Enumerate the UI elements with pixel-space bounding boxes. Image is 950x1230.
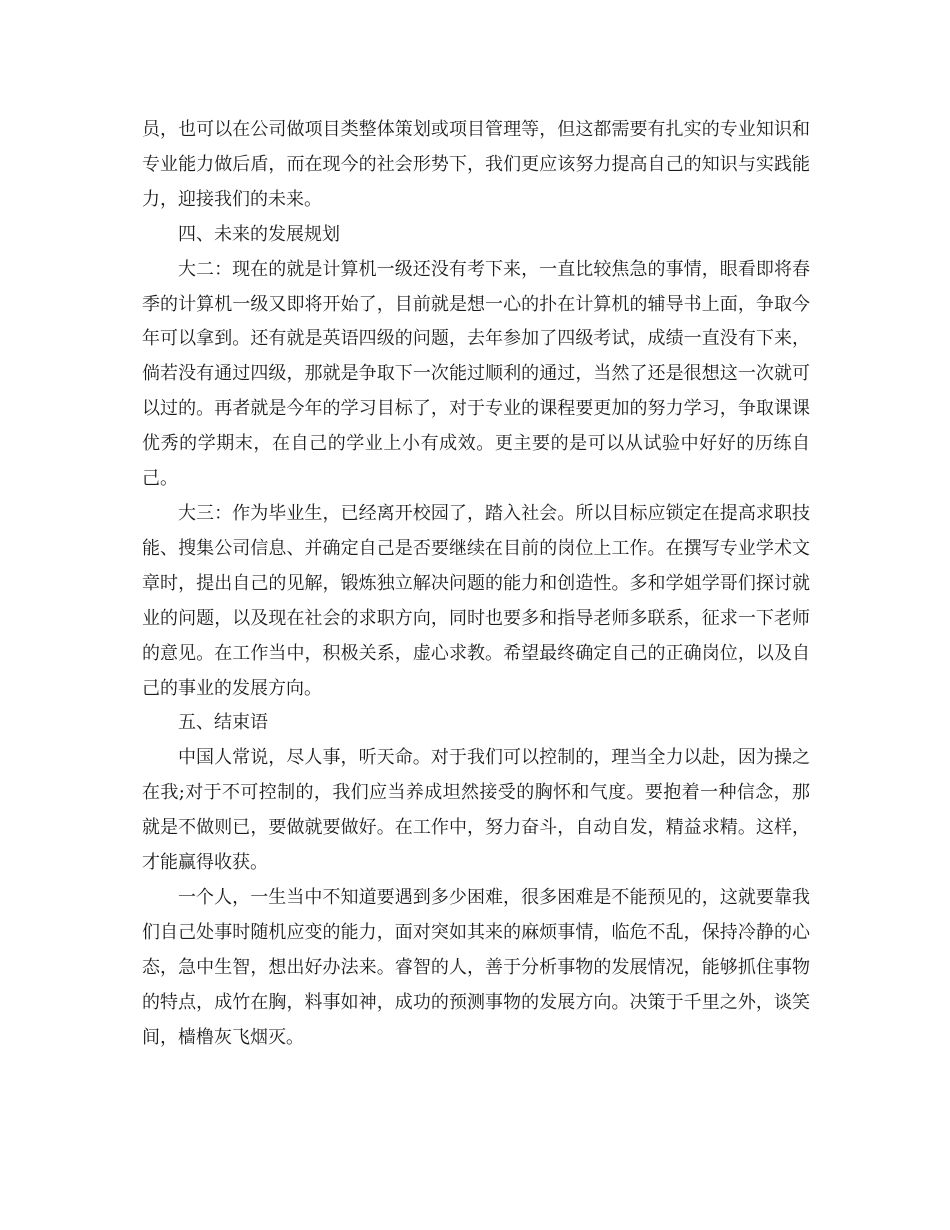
paragraph-career-intro: 员，也可以在公司做项目类整体策划或项目管理等，但这都需要有扎实的专业知识和专业能力做后盾，而在现今的社会形势下，我们更应该努力提高自己的知识与实践能力，迎接我们的未来。 bbox=[142, 119, 810, 210]
document-body bbox=[142, 113, 810, 1055]
paragraph-junior-plan: 大三：作为毕业生，已经离开校园了，踏入社会。所以目标应锁定在提高求职技能、搜集公司信息、并确定自己是否要继续在目前的岗位上工作。在撰写专业学术文章时，提出自己的见解，锻炼独立解决问题的能力和创造性。多和学姐学哥们探讨就业的问题，以及现在社会的求职方向，同时也要多和指导老师多联系，征求一下老师的意见。在工作当中，积极关系，虚心求教。希望最终确定自己的正确岗位，以及自己的事业的发展方向。 bbox=[142, 502, 810, 699]
paragraph-conclusion-1: 中国人常说，尽人事，听天命。对于我们可以控制的，理当全力以赴，因为操之在我;对于不可控制的，我们应当养成坦然接受的胸怀和气度。要抱着一种信念，那就是不做则已，要做就要做好。在工作中，努力奋斗，自动自发，精益求精。这样，才能赢得收获。 bbox=[142, 747, 810, 874]
heading-future-plan: 四、未来的发展规划 bbox=[178, 223, 340, 245]
paragraph-conclusion-2: 一个人，一生当中不知道要遇到多少困难，很多困难是不能预见的，这就要靠我们自己处事时随机应变的能力，面对突如其来的麻烦事情，临危不乱，保持冷静的心态，急中生智，想出好办法来。睿智的人，善于分析事物的发展情况，能够抓住事物的特点，成竹在胸，料事如神，成功的预测事物的发展方向。决策于千里之外，谈笑间，樯橹灰飞烟灭。 bbox=[142, 886, 810, 1048]
heading-conclusion: 五、结束语 bbox=[178, 712, 268, 734]
paragraph-sophomore-plan: 大二：现在的就是计算机一级还没有考下来，一直比较焦急的事情，眼看即将春季的计算机一级又即将开始了，目前就是想一心的扑在计算机的辅导书上面，争取今年可以拿到。还有就是英语四级的问题，去年参加了四级考试，成绩一直没有下来，倘若没有通过四级，那就是争取下一次能过顺利的通过，当然了还是很想这一次就可以过的。再者就是今年的学习目标了，对于专业的课程要更加的努力学习，争取课课优秀的学期末，在自己的学业上小有成效。更主要的是可以从试验中好好的历练自己。 bbox=[142, 258, 810, 490]
